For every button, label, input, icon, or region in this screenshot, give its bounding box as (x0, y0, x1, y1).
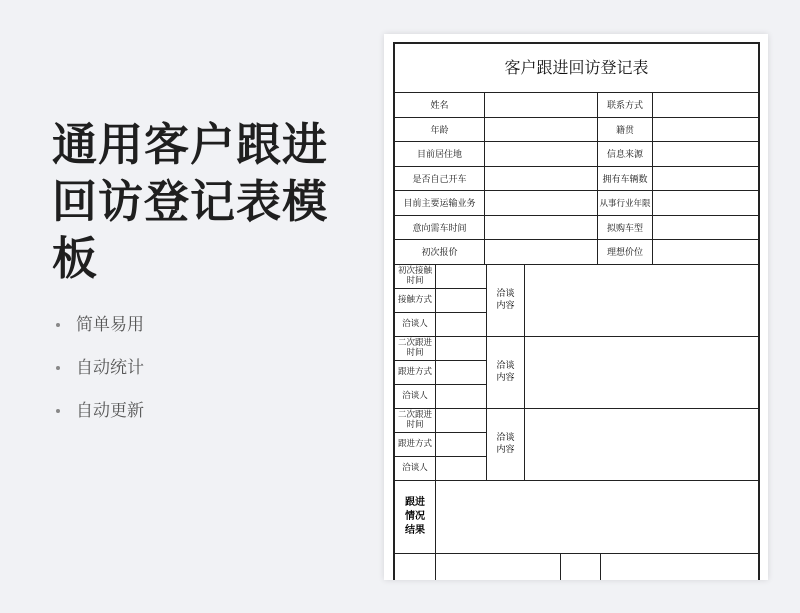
field-value[interactable] (436, 361, 486, 385)
field-label: 信息来源 (598, 142, 653, 166)
feature-item (56, 356, 144, 399)
field-value[interactable] (653, 191, 758, 215)
field-value[interactable] (485, 118, 598, 142)
field-label: 是否自己开车 (395, 167, 485, 191)
field-label: 联系方式 (598, 93, 653, 117)
field-label: 初次接触时间 (395, 265, 435, 289)
form-row (395, 191, 758, 216)
feature-list (56, 313, 144, 442)
field-value[interactable] (436, 409, 486, 433)
form-row (395, 240, 758, 265)
field-label: 二次跟进时间 (395, 409, 435, 433)
field-label: 初次报价 (395, 240, 485, 264)
form-row (395, 142, 758, 167)
bullet-icon (56, 409, 60, 413)
followup-block (395, 409, 758, 481)
field-value[interactable] (653, 142, 758, 166)
field-label: 二次跟进时间 (395, 337, 435, 361)
field-value[interactable] (653, 240, 758, 264)
field-label: 年龄 (395, 118, 485, 142)
feature-label: 自动统计 (76, 358, 144, 378)
feature-label: 简单易用 (76, 315, 144, 335)
followup-block (395, 337, 758, 409)
field-value[interactable] (436, 385, 486, 408)
feature-item (56, 313, 144, 356)
result-label: 跟进情况结果 (405, 496, 425, 536)
form-row (395, 93, 758, 118)
field-value[interactable] (436, 457, 486, 480)
field-label (487, 265, 525, 336)
field-label: 姓名 (395, 93, 485, 117)
field-label: 洽谈人 (402, 391, 428, 401)
field-value[interactable] (395, 554, 436, 581)
form-row (395, 554, 758, 581)
result-row (395, 481, 758, 554)
field-value[interactable] (436, 337, 486, 361)
field-value[interactable] (436, 265, 486, 289)
form-sheet (393, 42, 760, 580)
result-field[interactable] (436, 481, 758, 553)
field-label: 从事行业年限 (598, 191, 653, 215)
field-label: 籍贯 (598, 118, 653, 142)
field-value[interactable] (436, 433, 486, 457)
field-label: 跟进方式 (395, 361, 435, 385)
field-value[interactable] (436, 289, 486, 313)
field-value[interactable] (485, 167, 598, 191)
field-value[interactable] (653, 167, 758, 191)
page-title: 通用客户跟进回访登记表模板 (52, 118, 329, 285)
form-header: 客户跟进回访登记表 (395, 44, 758, 93)
field-label: 意向需车时间 (395, 216, 485, 240)
bullet-icon (56, 366, 60, 370)
field-label: 目前主要运输业务 (395, 191, 485, 215)
field-value[interactable] (485, 191, 598, 215)
talk-content-field[interactable] (525, 337, 758, 408)
talk-label: 洽谈内容 (496, 289, 515, 311)
field-label: 接触方式 (395, 289, 435, 313)
form-row (395, 118, 758, 143)
talk-label: 洽谈内容 (496, 361, 515, 383)
field-label: 拥有车辆数 (598, 167, 653, 191)
field-label: 跟进方式 (395, 433, 435, 457)
followup-block (395, 265, 758, 337)
field-label: 理想价位 (598, 240, 653, 264)
field-label (395, 481, 436, 553)
feature-label: 自动更新 (76, 401, 144, 421)
field-value[interactable] (436, 554, 561, 581)
field-value[interactable] (436, 313, 486, 336)
field-label (487, 409, 525, 480)
field-label: 洽谈人 (402, 319, 428, 329)
field-value[interactable] (485, 216, 598, 240)
bullet-icon (56, 323, 60, 327)
field-value[interactable] (601, 554, 758, 581)
form-preview (384, 34, 768, 580)
field-label: 洽谈人 (402, 463, 428, 473)
talk-content-field[interactable] (525, 265, 758, 336)
form-row (395, 216, 758, 241)
field-value[interactable] (485, 142, 598, 166)
field-label: 目前居住地 (395, 142, 485, 166)
form-row (395, 167, 758, 192)
field-value[interactable] (653, 216, 758, 240)
field-label: 拟购车型 (598, 216, 653, 240)
talk-content-field[interactable] (525, 409, 758, 480)
field-value[interactable] (485, 93, 598, 117)
field-value[interactable] (653, 118, 758, 142)
field-value[interactable] (485, 240, 598, 264)
feature-item (56, 399, 144, 442)
talk-label: 洽谈内容 (496, 433, 515, 455)
field-value[interactable] (561, 554, 601, 581)
field-label (487, 337, 525, 408)
field-value[interactable] (653, 93, 758, 117)
